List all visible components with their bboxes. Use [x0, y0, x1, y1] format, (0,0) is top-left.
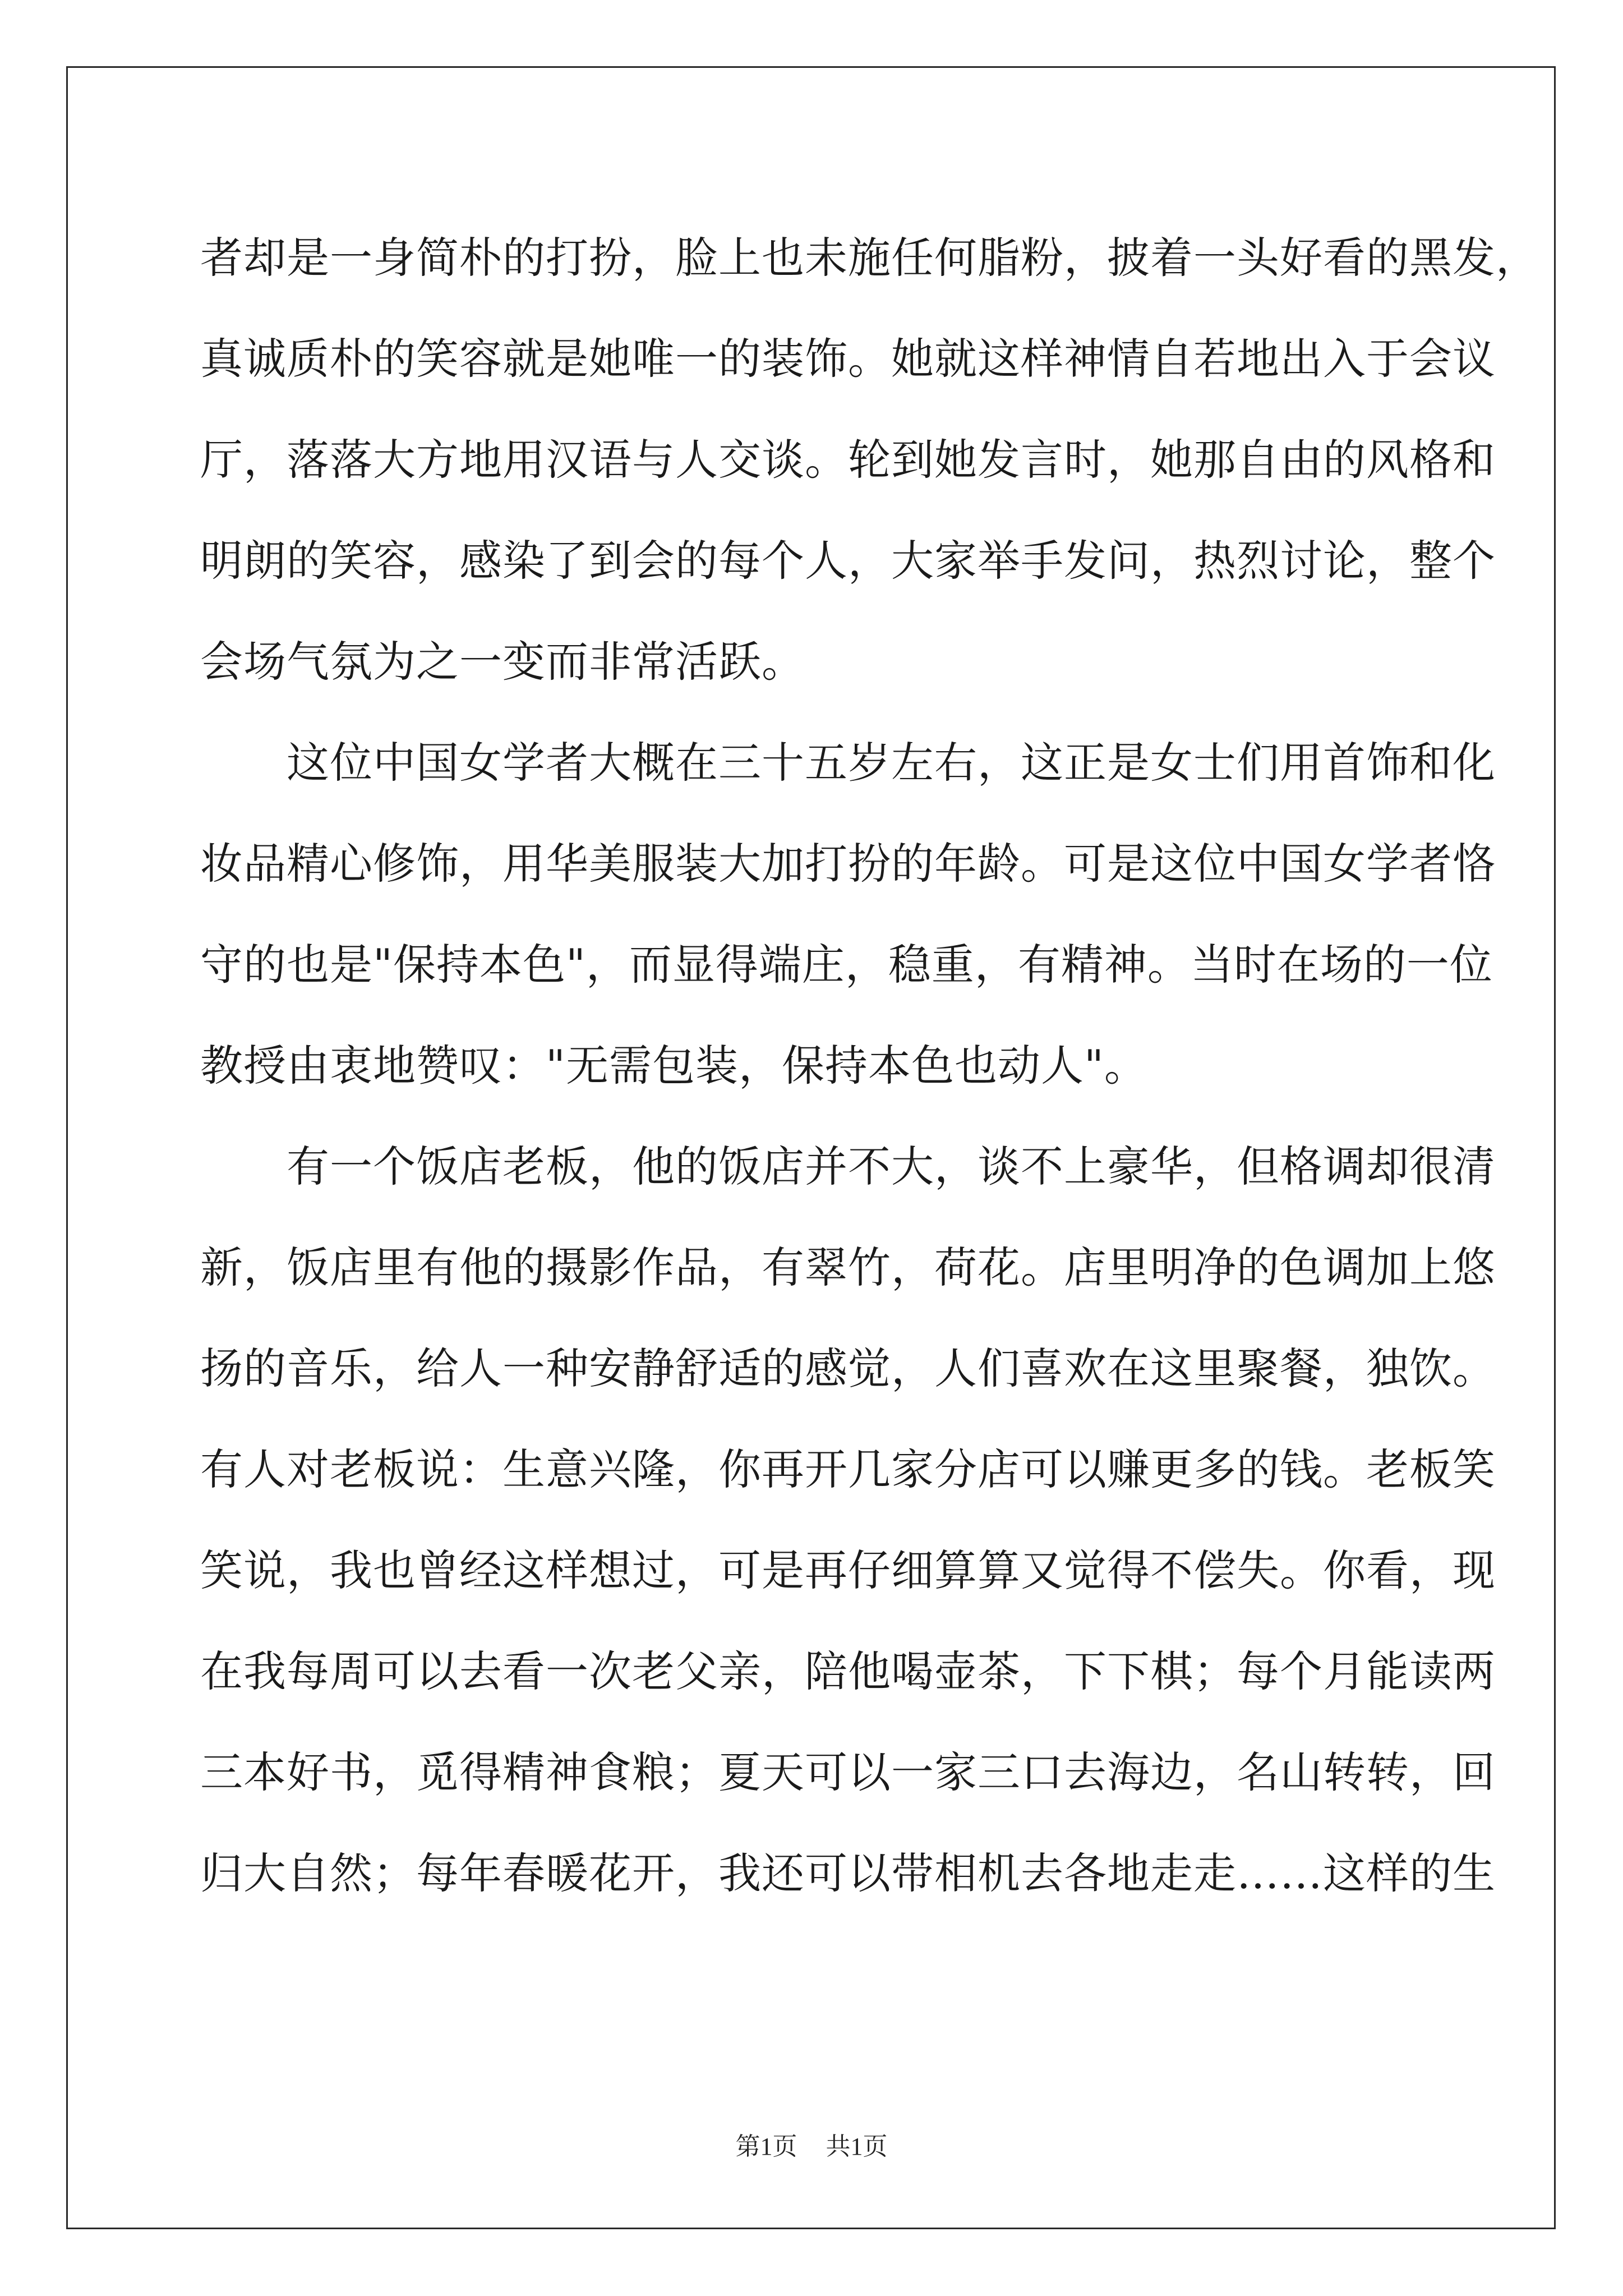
- text-line: 扬的音乐，给人一种安静舒适的感觉，人们喜欢在这里聚餐，独饮。: [200, 1343, 1496, 1393]
- body-text: [200, 208, 1539, 1924]
- text-line: 在我每周可以去看一次老父亲，陪他喝壶茶，下下棋；每个月能读两: [200, 1646, 1496, 1696]
- page-number-current: 第1页: [735, 2133, 797, 2160]
- text-line: 守的也是"保持本色"，而显得端庄，稳重，有精神。当时在场的一位: [200, 940, 1493, 990]
- text-line: 这位中国女学者大概在三十五岁左右，这正是女士们用首饰和化: [200, 738, 1496, 788]
- text-line: 有人对老板说：生意兴隆，你再开几家分店可以赚更多的钱。老板笑: [200, 1444, 1496, 1494]
- text-line: 会场气氛为之一变而非常活跃。: [200, 637, 805, 687]
- text-line: 有一个饭店老板，他的饭店并不大，谈不上豪华，但格调却很清: [200, 1142, 1496, 1191]
- text-line: 真诚质朴的笑容就是她唯一的装饰。她就这样神情自若地出入于会议: [200, 334, 1496, 384]
- text-line: 妆品精心修饰，用华美服装大加打扮的年龄。可是这位中国女学者恪: [200, 839, 1496, 889]
- text-line: 者却是一身简朴的打扮，脸上也未施任何脂粉，披着一头好看的黑发，: [200, 233, 1539, 283]
- text-line: 明朗的笑容，感染了到会的每个人，大家举手发问，热烈讨论，整个: [200, 536, 1496, 586]
- text-line: 归大自然；每年春暖花开，我还可以带相机去各地走走……这样的生: [200, 1848, 1496, 1898]
- text-line: 厅，落落大方地用汉语与人交谈。轮到她发言时，她那自由的风格和: [200, 435, 1496, 485]
- text-line: 笑说，我也曾经这样想过，可是再仔细算算又觉得不偿失。你看，现: [200, 1545, 1496, 1595]
- text-line: 三本好书，觅得精神食粮；夏天可以一家三口去海边，名山转转，回: [200, 1747, 1496, 1797]
- text-line: 新，饭店里有他的摄影作品，有翠竹，荷花。店里明净的色调加上悠: [200, 1243, 1496, 1292]
- text-line: 教授由衷地赞叹："无需包装，保持本色也动人"。: [200, 1041, 1147, 1091]
- page-number-total: 共1页: [826, 2133, 888, 2160]
- page-footer: [0, 2126, 1623, 2162]
